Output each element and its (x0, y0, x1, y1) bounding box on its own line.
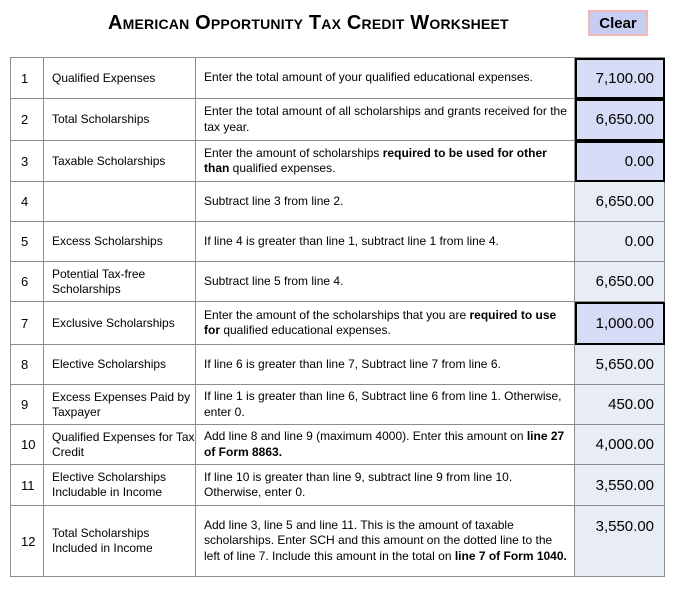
total-scholarships-input[interactable] (575, 99, 665, 141)
table-row (11, 302, 665, 345)
line-instruction: Subtract line 5 from line 4. (196, 262, 575, 302)
line-label: Elective Scholarships (44, 345, 196, 385)
table-row (11, 141, 665, 182)
clear-button[interactable]: Clear (588, 10, 648, 36)
line-10-output (575, 425, 665, 465)
line-instruction: Enter the total amount of your qualified educational expenses. (196, 58, 575, 99)
line-instruction (196, 141, 575, 182)
line-label: Excess Scholarships (44, 222, 196, 262)
instruction-emphasis: line 7 of Form 1040. (454, 548, 567, 563)
line-value: 7,100.00 (595, 69, 654, 87)
line-value: 5,650.00 (595, 356, 654, 373)
worksheet-table (10, 57, 665, 577)
line-instruction (196, 302, 575, 345)
line-number: 9 (11, 385, 44, 425)
line-value: 1,000.00 (595, 314, 654, 332)
line-number: 11 (11, 465, 44, 506)
instruction-text: qualified educational expenses. (220, 323, 391, 337)
line-label: Taxable Scholarships (44, 141, 196, 182)
line-label: Exclusive Scholarships (44, 302, 196, 345)
line-instruction: Subtract line 3 from line 2. (196, 182, 575, 222)
line-value: 6,650.00 (595, 273, 654, 290)
line-value: 3,550.00 (595, 476, 654, 494)
qualified-expenses-input[interactable] (575, 58, 665, 99)
line-number: 4 (11, 182, 44, 222)
line-number: 1 (11, 58, 44, 99)
line-instruction (196, 506, 575, 577)
line-value: 3,550.00 (595, 518, 654, 535)
instruction-text: Enter the amount of the scholarships that you are (204, 307, 470, 322)
table-row (11, 425, 665, 465)
line-instruction: Enter the total amount of all scholarships and grants received for the tax year. (196, 99, 575, 141)
instruction-text: Add line 3, line 5 and line 11. This is the amount of taxable scholarships. Enter SCH and this amount on the dotted line to the left of line 7. Include this amount in the total on (204, 517, 553, 563)
table-row (11, 506, 665, 577)
line-number: 8 (11, 345, 44, 385)
line-number: 2 (11, 99, 44, 141)
line-number: 10 (11, 425, 44, 465)
instruction-emphasis: required to use for (204, 307, 557, 337)
line-instruction: If line 10 is greater than line 9, subtract line 9 from line 10. Otherwise, enter 0. (196, 465, 575, 506)
instruction-text: Add line 8 and line 9 (maximum 4000). Enter this amount on (204, 429, 527, 443)
line-label: Potential Tax-free Scholarships (44, 262, 196, 302)
table-row (11, 58, 665, 99)
table-row (11, 385, 665, 425)
line-instruction: If line 6 is greater than line 7, Subtract line 7 from line 6. (196, 345, 575, 385)
line-number: 5 (11, 222, 44, 262)
line-11-output (575, 465, 665, 506)
line-number: 6 (11, 262, 44, 302)
line-label (44, 182, 196, 222)
line-instruction: If line 1 is greater than line 6, Subtract line 6 from line 1. Otherwise, enter 0. (196, 385, 575, 425)
line-value: 0.00 (624, 152, 654, 170)
line-label: Elective Scholarships Includable in Income (44, 465, 196, 506)
line-label: Total Scholarships Included in Income (44, 506, 196, 577)
instruction-emphasis: required to be used for other than (204, 145, 547, 175)
instruction-text: Enter the amount of scholarships (204, 145, 383, 160)
table-row (11, 345, 665, 385)
line-4-output (575, 182, 665, 222)
line-label: Excess Expenses Paid by Taxpayer (44, 385, 196, 425)
table-row (11, 465, 665, 506)
line-number: 7 (11, 302, 44, 345)
table-row (11, 99, 665, 141)
instruction-emphasis: line 27 of Form 8863. (204, 429, 565, 459)
line-instruction (196, 425, 575, 465)
line-6-output (575, 262, 665, 302)
table-row (11, 222, 665, 262)
page-title: American Opportunity Tax Credit Worksheet (108, 12, 509, 34)
line-5-output (575, 222, 665, 262)
line-number: 12 (11, 506, 44, 577)
exclusive-scholarships-input[interactable] (575, 302, 665, 345)
line-instruction: If line 4 is greater than line 1, subtract line 1 from line 4. (196, 222, 575, 262)
table-row (11, 182, 665, 222)
taxable-scholarships-input[interactable] (575, 141, 665, 182)
instruction-text: qualified expenses. (229, 161, 336, 175)
line-value: 4,000.00 (595, 436, 654, 453)
line-value: 6,650.00 (595, 193, 654, 210)
line-number: 3 (11, 141, 44, 182)
line-label: Total Scholarships (44, 99, 196, 141)
line-9-output (575, 385, 665, 425)
table-row (11, 262, 665, 302)
line-value: 6,650.00 (595, 111, 654, 128)
line-value: 450.00 (608, 396, 654, 413)
line-8-output (575, 345, 665, 385)
line-label: Qualified Expenses (44, 58, 196, 99)
line-label: Qualified Expenses for Tax Credit (44, 425, 196, 465)
line-value: 0.00 (624, 233, 654, 250)
line-12-output (575, 506, 665, 577)
